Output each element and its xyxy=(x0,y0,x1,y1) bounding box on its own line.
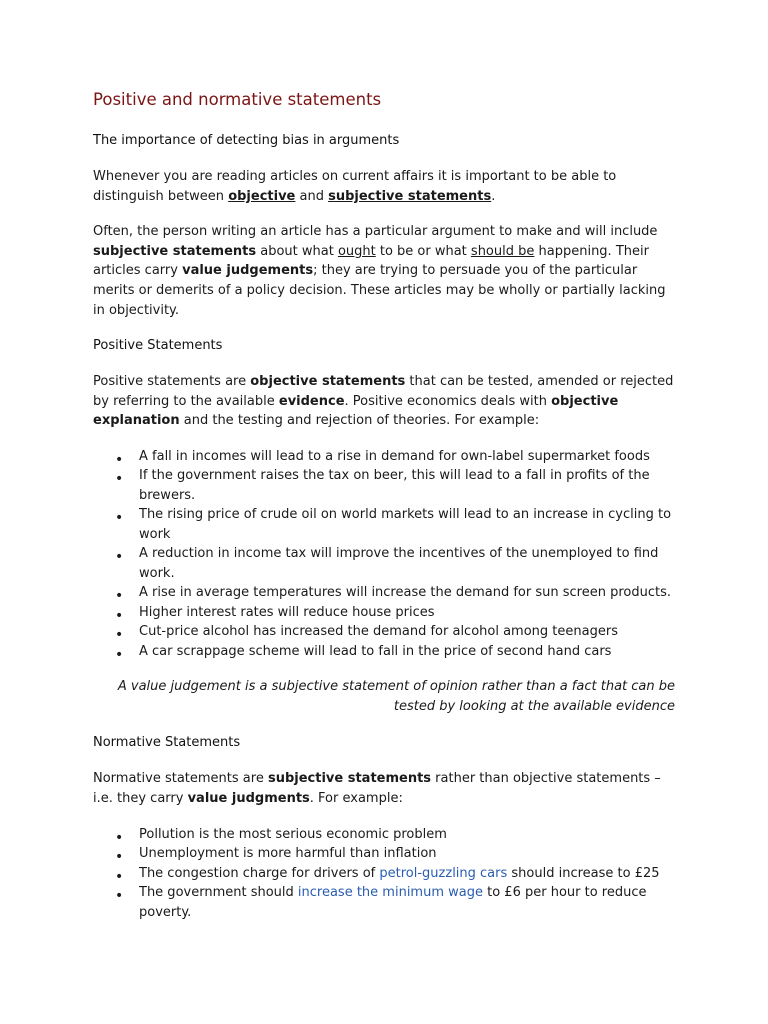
bullet-icon: • xyxy=(115,588,124,605)
minimum-wage-link[interactable]: increase the minimum wage xyxy=(297,885,483,901)
text: . For example: xyxy=(309,791,403,807)
list-item-text: Cut-price alcohol has increased the demand for alcohol among teenagers xyxy=(139,624,618,640)
text: . xyxy=(491,188,496,204)
text: Positive statements are xyxy=(93,374,251,390)
positive-intro xyxy=(93,372,675,431)
subjective-statements-term: subjective statements xyxy=(328,188,492,204)
list-item xyxy=(115,642,675,663)
objective-explanation-term: objective explanation xyxy=(93,393,619,429)
list-item xyxy=(115,622,675,644)
bias-paragraph-1 xyxy=(93,167,675,206)
list-item xyxy=(115,603,675,624)
text: Normative statements are xyxy=(93,771,268,787)
text: happening. Their articles carry xyxy=(93,243,649,279)
bias-heading: The importance of detecting bias in arguments xyxy=(93,133,400,148)
ought-term: ought xyxy=(337,243,376,259)
list-item-text: A fall in incomes will lead to a rise in demand for own-label supermarket foods xyxy=(139,448,650,464)
positive-examples-list xyxy=(93,447,675,662)
document-content xyxy=(93,88,675,938)
petrol-guzzling-cars-link[interactable]: petrol-guzzling cars xyxy=(379,865,508,881)
list-item xyxy=(115,844,675,866)
list-item-text: Pollution is the most serious economic problem xyxy=(139,826,447,842)
list-item-text: Higher interest rates will reduce house prices xyxy=(139,604,435,620)
bullet-icon: • xyxy=(115,868,124,885)
bias-paragraph-2 xyxy=(93,222,675,320)
bullet-icon: • xyxy=(115,888,124,905)
text: to £6 per hour to reduce poverty. xyxy=(139,885,647,920)
bullet-icon: • xyxy=(115,829,124,846)
text: should increase to £25 xyxy=(507,865,660,881)
list-item-text: A rise in average temperatures will increase the demand for sun screen products. xyxy=(139,585,671,601)
text: that can be tested, amended or rejected by referring to the available xyxy=(93,374,674,409)
bullet-icon: • xyxy=(115,471,124,488)
text: ; they are trying to persuade you of the particular merits or demerits of a policy decision. These articles may be wholly or partially lacking in objectivity. xyxy=(93,263,666,318)
text: and the testing and rejection of theories. For example: xyxy=(179,413,540,429)
bullet-icon: • xyxy=(115,627,124,644)
bullet-icon: • xyxy=(115,510,124,527)
text: The government should xyxy=(139,885,298,901)
text: about what xyxy=(256,243,338,259)
should-be-term: should be xyxy=(470,243,535,259)
text: and xyxy=(295,188,329,204)
normative-intro xyxy=(93,769,675,808)
list-item xyxy=(115,447,675,468)
list-item xyxy=(115,466,675,505)
list-item xyxy=(115,825,675,846)
list-item-text: A reduction in income tax will improve the incentives of the unemployed to find work. xyxy=(139,546,659,581)
list-item xyxy=(115,883,675,922)
value-judgments-term: value judgments xyxy=(187,791,310,807)
bullet-icon: • xyxy=(115,451,124,468)
bullet-icon: • xyxy=(115,607,124,624)
text: . Positive economics deals with xyxy=(344,393,552,409)
text: Whenever you are reading articles on current affairs it is important to be able to distinguish between xyxy=(93,169,617,204)
value-judgement-quote: A value judgement is a subjective statement of opinion rather than a fact that can be tested by looking at the available evidence xyxy=(117,679,675,715)
list-item-text: Unemployment is more harmful than inflation xyxy=(139,846,437,862)
list-item xyxy=(115,864,675,885)
list-item xyxy=(115,583,675,605)
objective-term: objective xyxy=(228,188,296,204)
list-item xyxy=(115,505,675,544)
text: to be or what xyxy=(375,243,471,259)
text: rather than objective statements – i.e. they carry xyxy=(93,771,661,807)
text: The congestion charge for drivers of xyxy=(139,865,380,881)
evidence-term: evidence xyxy=(278,393,345,409)
list-item-text: The rising price of crude oil on world markets will lead to an increase in cycling to work xyxy=(139,507,672,542)
subjective-statements-term: subjective statements xyxy=(93,243,257,259)
value-judgements-term: value judgements xyxy=(182,263,314,279)
bullet-icon: • xyxy=(115,646,124,663)
list-item-text: If the government raises the tax on beer, this will lead to a fall in profits of the brewers. xyxy=(139,468,650,503)
positive-heading: Positive Statements xyxy=(93,338,223,354)
normative-examples-list xyxy=(93,825,675,923)
list-item-text: A car scrappage scheme will lead to fall in the price of second hand cars xyxy=(139,643,612,659)
objective-statements-term: objective statements xyxy=(250,374,406,390)
page-title: Positive and normative statements xyxy=(93,90,382,109)
bullet-icon: • xyxy=(115,549,124,566)
bullet-icon: • xyxy=(115,849,124,866)
text: Often, the person writing an article has a particular argument to make and will include xyxy=(93,224,658,240)
normative-heading: Normative Statements xyxy=(93,735,241,751)
subjective-statements-term: subjective statements xyxy=(267,771,432,787)
list-item xyxy=(115,544,675,583)
